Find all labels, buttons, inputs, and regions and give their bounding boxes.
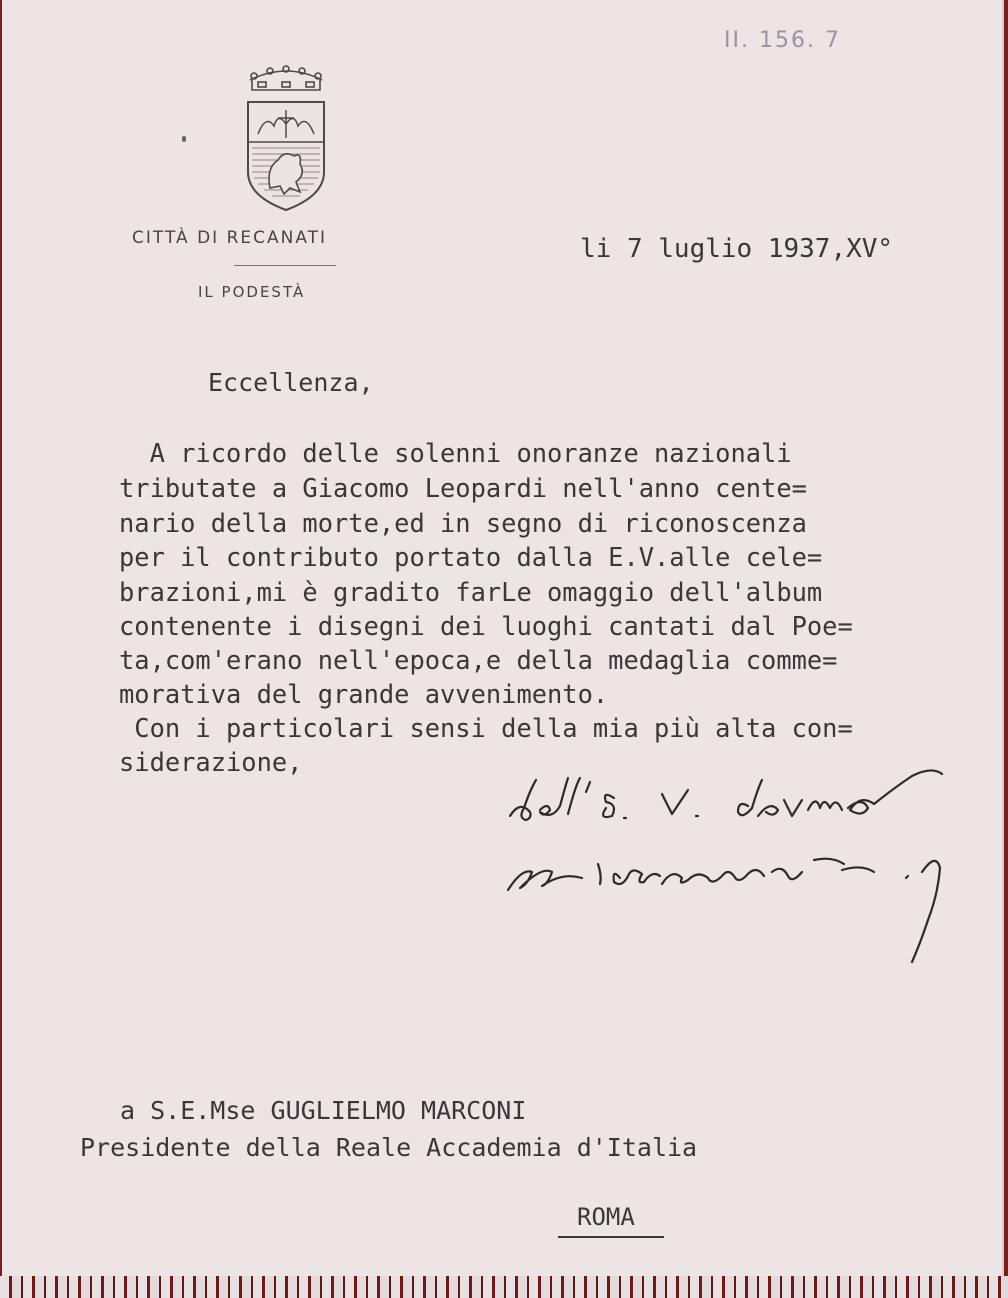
letterhead-office: IL PODESTÀ [198, 283, 306, 301]
coat-of-arms-icon [244, 64, 328, 214]
salutation: Eccellenza, [208, 368, 374, 397]
body-line: tributate a Giacomo Leopardi nell'anno cente= [119, 473, 807, 503]
torn-paper-edge [0, 1276, 1008, 1298]
body-line: brazioni,mi è gradito farLe omaggio dell'album [119, 577, 823, 607]
letterhead-city: CITTÀ DI RECANATI [132, 228, 328, 248]
addressee-role: Presidente della Reale Accademia d'Italia [80, 1133, 698, 1162]
letterhead-divider [234, 265, 336, 266]
stray-mark [182, 136, 186, 142]
body-line: nario della morte,ed in segno di riconoscenza [119, 508, 807, 538]
body-line: morativa del grande avvenimento. [119, 679, 609, 709]
addressee-name: a S.E.Mse GUGLIELMO MARCONI [120, 1096, 527, 1125]
body-line: Con i particolari sensi della mia più alta con= [119, 713, 853, 743]
archive-mark: II. 156. 7 [724, 28, 841, 53]
city-underline [558, 1236, 664, 1238]
letter-paper [2, 0, 1004, 1280]
body-line: ta,com'erano nell'epoca,e della medaglia comme= [119, 645, 838, 675]
body-line: siderazione, [119, 747, 303, 777]
addressee-city: ROMA [577, 1203, 635, 1231]
body-line: contenente i disegni dei luoghi cantati dal Poe= [119, 611, 853, 641]
body-line: A ricordo delle solenni onoranze nazionali [119, 438, 792, 468]
body-line: per il contributo portato dalla E.V.alle cele= [119, 542, 823, 572]
letter-date: li 7 luglio 1937,XV° [580, 234, 894, 264]
handwritten-signature [502, 760, 982, 970]
